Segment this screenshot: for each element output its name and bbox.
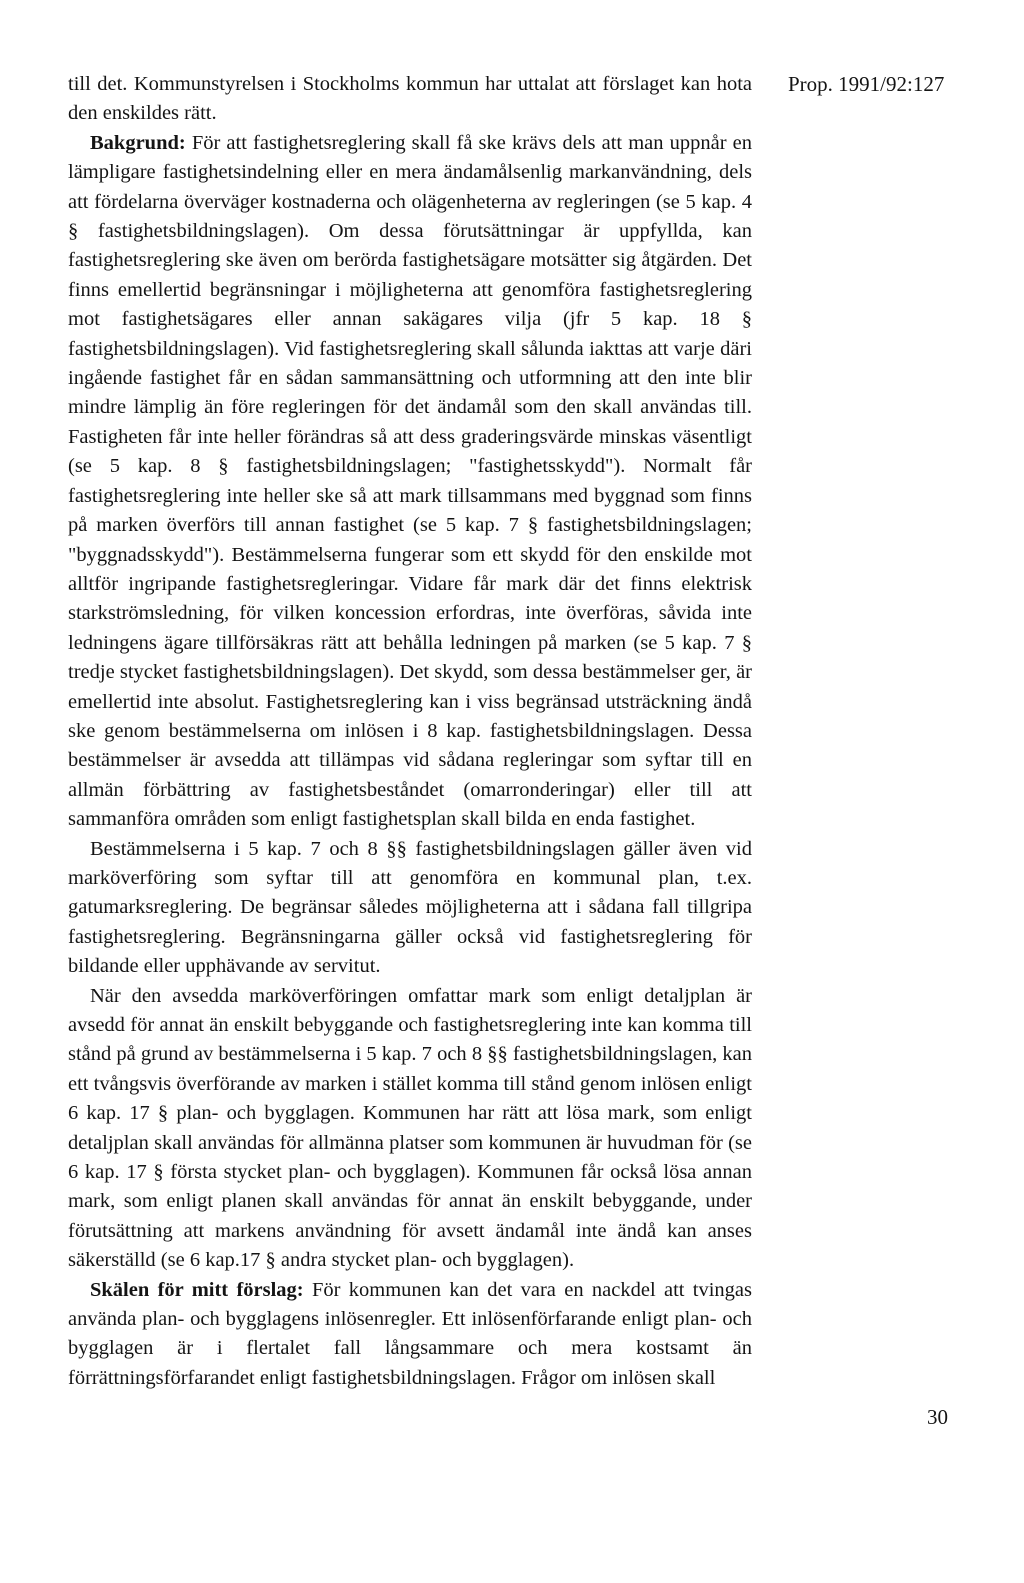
paragraph-4 bbox=[68, 982, 752, 1276]
running-title: Prop. 1991/92:127 bbox=[788, 72, 945, 96]
paragraph-5-text: För kommunen kan det vara en nackdel att tvingas använda plan- och bygglagens inlösenregler. Ett inlösenförfarande enligt plan- och bygglagen är i flertalet fall långsammare och mera kostsamt än förrättningsförfarandet enligt fastighetsbildningslagen. Frågor om inlösen skall bbox=[68, 1278, 753, 1389]
paragraph-3 bbox=[68, 835, 752, 982]
body-text bbox=[68, 70, 752, 1393]
paragraph-2 bbox=[68, 129, 752, 835]
paragraph-4-text: När den avsedda marköverföringen omfattar mark som enligt detaljplan är avsedd för annat än enskilt bebyggande och fastighetsreglering inte kan komma till stånd på grund av bestämmelserna i 5 kap. 7 och 8 §§ fastighetsbildningslagen, kan ett tvångsvis överförande av marken i stället komma till stånd genom inlösen enligt 6 kap. 17 § plan- och bygglagen. Kommunen har rätt att lösa mark, som enligt detaljplan skall användas för allmänna platser som kommunen är huvudman för (se 6 kap. 17 § första stycket plan- och bygglagen). Kommunen får också lösa annan mark, som enligt planen skall användas för annat än enskilt bebyggande, under förutsättning att markens användning för avsett ändamål inte ändå kan anses säkerställd (se 6 kap.17 § andra stycket plan- och bygglagen). bbox=[68, 984, 752, 1272]
paragraph-2-text: För att fastighetsreglering skall få ske krävs dels att man uppnår en lämpligare fastighetsindelning eller en mera ändamålsenlig markanvändning, dels att fördelarna överväger kostnaderna och olägenheterna av regleringen (se 5 kap. 4 § fastighetsbildningslagen). Om dessa förutsättningar är uppfyllda, kan fastighetsreglering ske även om berörda fastighetsägare motsätter sig åtgärden. Det finns emellertid begränsningar i möjligheterna att genomföra fastighetsreglering mot fastighetsägares eller annan sakägares vilja (jfr 5 kap. 18 § fastighetsbildningslagen). Vid fastighetsreglering skall sålunda iakttas att varje däri ingående fastighet får en sådan sammansättning och utformning att den inte blir mindre lämplig än före regleringen för det ändamål som den skall användas till. Fastigheten får inte heller förändras så att dess graderingsvärde minskas väsentligt (se 5 kap. 8 § fastighetsbildningslagen; "fastighetsskydd"). Normalt får fastighetsreglering inte heller ske så att mark tillsammans med byggnad som finns på marken överförs till annan fastighet (se 5 kap. 7 § fastighetsbildningslagen; "byggnadsskydd"). Bestämmelserna fungerar som ett skydd för den enskilde mot alltför ingripande fastighetsregleringar. Vidare får mark där det finns elektrisk starkströmsledning, för vilken koncession erfordras, inte överföras, såvida inte ledningens ägare tillförsäkras rätt att behålla ledningen på marken (se 5 kap. 7 § tredje stycket fastighetsbildningslagen). Det skydd, som dessa bestämmelser ger, är emellertid inte absolut. Fastighetsreglering kan i viss begränsad utsträckning ändå ske genom bestämmelserna om inlösen i 8 kap. fastighetsbildningslagen. Dessa bestämmelser är avsedda att tillämpas vid sådana regleringar som syftar till en allmän förbättring av fastighetsbeståndet (omarronderingar) eller till att sammanföra områden som enligt fastighetsplan skall bilda en enda fastighet. bbox=[68, 131, 752, 831]
paragraph-1 bbox=[68, 70, 752, 129]
paragraph-3-text: Bestämmelserna i 5 kap. 7 och 8 §§ fastighetsbildningslagen gäller även vid marköverföring som syftar till att genomföra en kommunal plan, t.ex. gatumarksreglering. De begränsar således möjligheterna att i sådana fall tillgripa fastighetsreglering. Begränsningarna gäller också vid fastighetsreglering för bildande eller upphävande av servitut. bbox=[68, 837, 752, 978]
paragraph-5-lead: Skälen för mitt förslag: bbox=[90, 1278, 304, 1301]
paragraph-1-text: till det. Kommunstyrelsen i Stockholms kommun har uttalat att förslaget kan hota den enskildes rätt. bbox=[68, 73, 752, 125]
paragraph-2-lead: Bakgrund: bbox=[90, 131, 186, 154]
paragraph-5 bbox=[68, 1276, 752, 1394]
page-number: 30 bbox=[927, 1405, 948, 1429]
